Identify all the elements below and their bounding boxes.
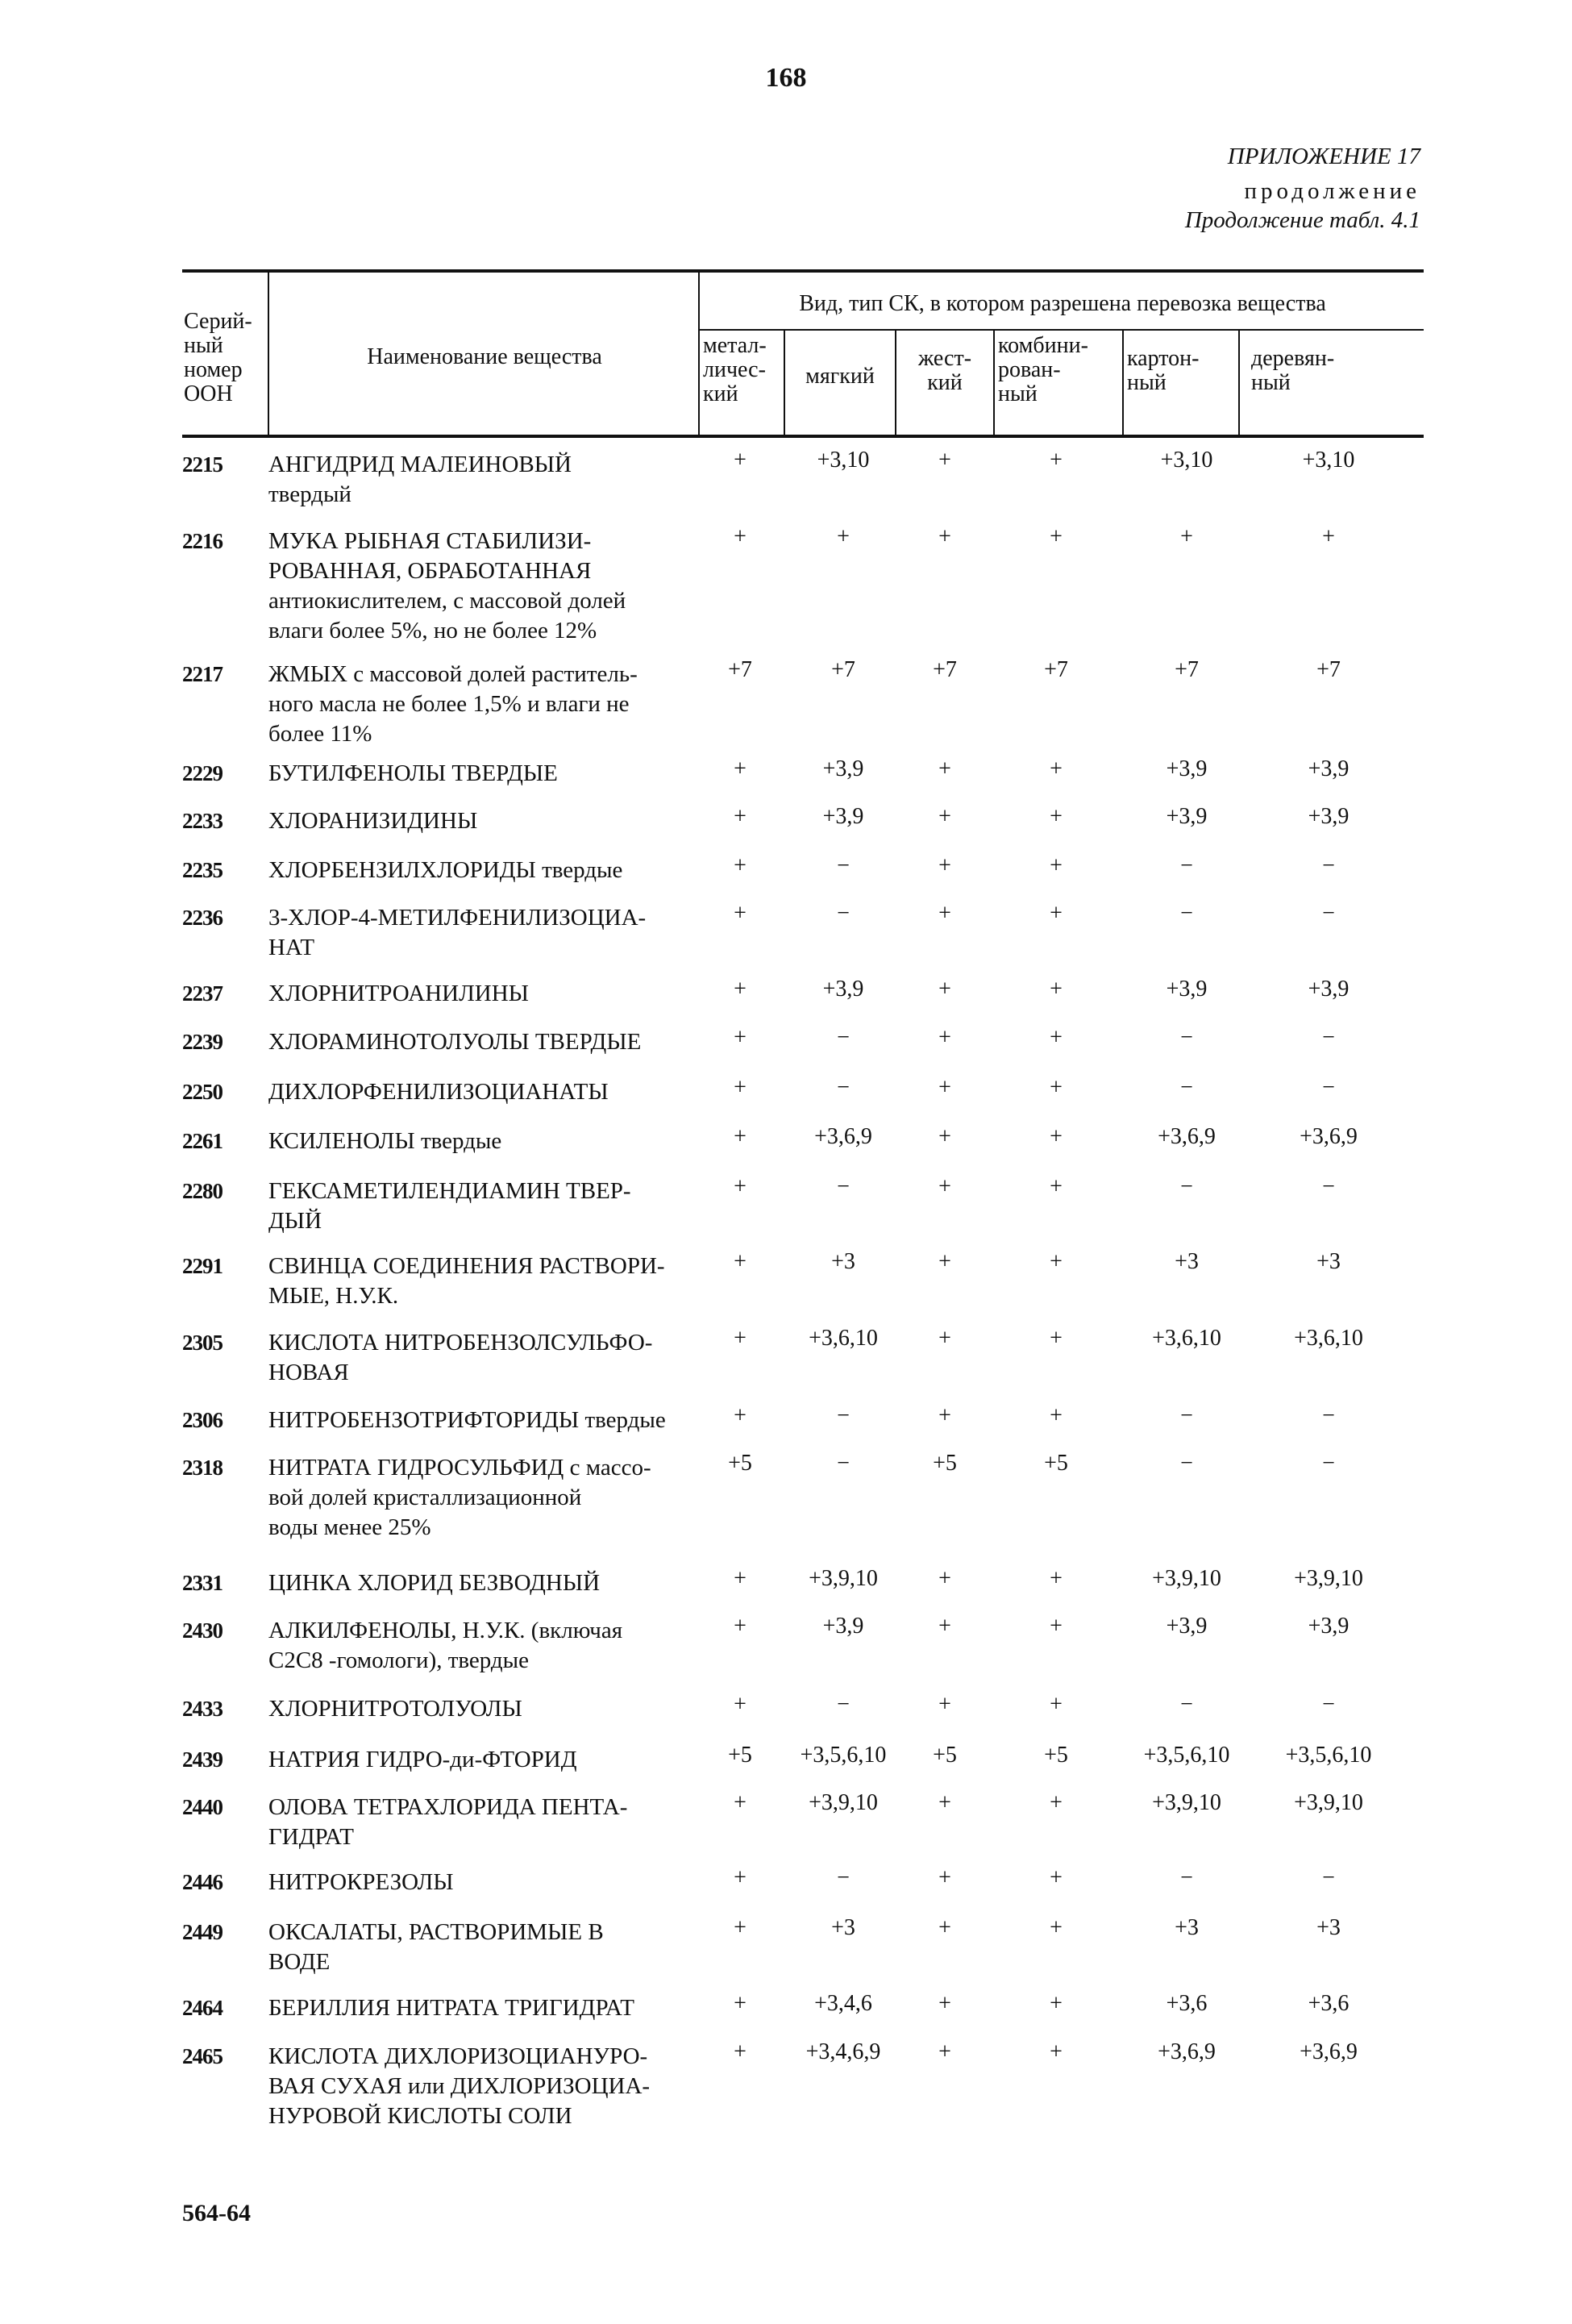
permission-cell: +: [1050, 1790, 1063, 1815]
un-number-cell: 2446: [182, 1870, 222, 1894]
permission-cell: +3,9: [822, 804, 864, 829]
substance-name-cell: НИТРАТА ГИДРОСУЛЬФИД с массо- вой долей кристаллизационной воды менее 25%: [268, 1455, 651, 1540]
un-number-cell: 2215: [182, 452, 222, 477]
col-header-cardboard: картон- ный: [1127, 346, 1200, 395]
permission-cell: −: [837, 853, 850, 878]
table-top-rule: [182, 269, 1424, 273]
permission-cell: +: [1050, 1865, 1063, 1890]
permission-cell: +: [734, 1566, 746, 1591]
permission-cell: +: [938, 1249, 951, 1274]
substance-name-cell: ОЛОВА ТЕТРАХЛОРИДА ПЕНТА- ГИДРАТ: [268, 1794, 628, 1850]
header-divider-7: [1238, 329, 1240, 436]
permission-cell: +: [938, 1075, 951, 1100]
permission-cell: −: [1180, 1025, 1193, 1050]
header-divider-4: [895, 329, 896, 436]
substance-name-cell: АНГИДРИД МАЛЕИНОВЫЙ твердый: [268, 452, 572, 507]
un-number-cell: 2217: [182, 662, 222, 686]
permission-cell: +: [1050, 1614, 1063, 1639]
permission-cell: +: [938, 901, 951, 926]
header-divider-1: [268, 271, 269, 436]
substance-name-cell: СВИНЦА СОЕДИНЕНИЯ РАСТВОРИ- МЫЕ, Н.У.К.: [268, 1253, 665, 1309]
permission-cell: +3,9: [1166, 1614, 1208, 1639]
permission-cell: −: [1180, 1403, 1193, 1428]
permission-cell: +: [734, 1865, 746, 1890]
substance-name-cell: ХЛОРАНИЗИДИНЫ: [268, 808, 478, 834]
permission-cell: −: [1322, 1865, 1335, 1890]
un-number-cell: 2430: [182, 1618, 222, 1643]
un-number-cell: 2236: [182, 906, 222, 930]
permission-cell: +: [938, 1991, 951, 2016]
permission-cell: +: [734, 1915, 746, 1940]
substance-name-cell: КИСЛОТА НИТРОБЕНЗОЛСУЛЬФО- НОВАЯ: [268, 1330, 653, 1385]
permission-cell: +7: [1316, 657, 1341, 682]
un-number-cell: 2439: [182, 1747, 222, 1772]
substance-name-cell: НАТРИЯ ГИДРО-ди-ФТОРИД: [268, 1747, 577, 1772]
substance-name-cell: ДИХЛОРФЕНИЛИЗОЦИАНАТЫ: [268, 1079, 609, 1105]
permission-cell: +: [734, 1991, 746, 2016]
permission-cell: −: [837, 1025, 850, 1050]
permission-cell: −: [1180, 853, 1193, 878]
permission-cell: −: [837, 1451, 850, 1476]
un-number-cell: 2233: [182, 809, 222, 833]
permission-cell: +5: [1044, 1743, 1068, 1768]
permission-cell: +: [938, 1025, 951, 1050]
permission-cell: +3,9: [822, 756, 864, 781]
permission-cell: +3,6,10: [809, 1326, 878, 1351]
un-number-cell: 2261: [182, 1129, 222, 1153]
permission-cell: +: [837, 524, 850, 549]
permission-cell: +3: [831, 1249, 855, 1274]
permission-cell: +3,9: [1308, 977, 1350, 1002]
permission-cell: −: [1322, 853, 1335, 878]
permission-cell: +: [734, 901, 746, 926]
permission-cell: −: [1322, 1075, 1335, 1100]
permission-cell: +: [1050, 1991, 1063, 2016]
permission-cell: +: [1050, 448, 1063, 473]
permission-cell: +3,6: [1308, 1991, 1350, 2016]
permission-cell: +7: [1044, 657, 1068, 682]
substance-name-cell: КСИЛЕНОЛЫ твердые: [268, 1128, 502, 1154]
un-number-cell: 2237: [182, 981, 222, 1006]
permission-cell: +: [734, 1692, 746, 1717]
permission-cell: −: [837, 1865, 850, 1890]
substance-name-cell: ЦИНКА ХЛОРИД БЕЗВОДНЫЙ: [268, 1570, 601, 1596]
substance-name-cell: БУТИЛФЕНОЛЫ ТВЕРДЫЕ: [268, 760, 558, 786]
permission-cell: +: [938, 1403, 951, 1428]
permission-cell: +3,6,9: [1158, 2039, 1216, 2064]
permission-cell: +: [734, 804, 746, 829]
permission-cell: +3,9: [1166, 977, 1208, 1002]
permission-cell: −: [837, 1075, 850, 1100]
permission-cell: +3: [1175, 1915, 1199, 1940]
permission-cell: +3,9: [1308, 1614, 1350, 1639]
table-continuation-label: Продолжение табл. 4.1: [1184, 207, 1420, 233]
permission-cell: +: [938, 853, 951, 878]
permission-cell: +: [734, 1174, 746, 1199]
permission-cell: +: [1050, 1025, 1063, 1050]
permission-cell: +3,5,6,10: [800, 1743, 887, 1768]
permission-cell: +: [938, 1174, 951, 1199]
permission-cell: +: [938, 1124, 951, 1149]
permission-cell: −: [837, 1403, 850, 1428]
permission-cell: +: [1050, 977, 1063, 1002]
substance-name-cell: ХЛОРАМИНОТОЛУОЛЫ ТВЕРДЫЕ: [268, 1029, 642, 1055]
un-number-cell: 2331: [182, 1571, 222, 1595]
permission-cell: +7: [831, 657, 855, 682]
permission-cell: +3,9: [1166, 804, 1208, 829]
permission-cell: +: [734, 977, 746, 1002]
permission-cell: +3,10: [817, 448, 870, 473]
footer-code: 564-64: [182, 2200, 251, 2226]
permission-cell: +: [1050, 1566, 1063, 1591]
permission-cell: +: [938, 2039, 951, 2064]
permission-cell: +3,5,6,10: [1285, 1743, 1372, 1768]
permission-cell: +: [1050, 1075, 1063, 1100]
permission-cell: −: [1322, 1403, 1335, 1428]
col-header-metal: метал- личес- кий: [703, 333, 767, 406]
permission-cell: +: [938, 804, 951, 829]
permission-cell: −: [1180, 1865, 1193, 1890]
appendix-title: ПРИЛОЖЕНИЕ 17: [1227, 144, 1420, 169]
header-divider-3: [784, 329, 785, 436]
permission-cell: +: [938, 756, 951, 781]
permission-cell: +: [734, 756, 746, 781]
permission-cell: +: [1050, 901, 1063, 926]
un-number-cell: 2305: [182, 1331, 222, 1355]
permission-cell: +: [938, 448, 951, 473]
col-header-wooden: деревян- ный: [1251, 346, 1335, 395]
substance-name-cell: МУКА РЫБНАЯ СТАБИЛИЗИ- РОВАННАЯ, ОБРАБОТАННАЯ антиокислителем, с массовой долей влаги более 5%, но не более 12%: [268, 528, 626, 643]
permission-cell: +: [734, 1025, 746, 1050]
permission-cell: +3,9,10: [1152, 1790, 1221, 1815]
col-header-name: Наименование вещества: [367, 344, 602, 369]
header-divider-2: [698, 271, 700, 436]
un-number-cell: 2291: [182, 1254, 222, 1278]
permission-cell: −: [1180, 1174, 1193, 1199]
un-number-cell: 2318: [182, 1456, 222, 1480]
permission-cell: +: [1050, 853, 1063, 878]
permission-cell: −: [1322, 1025, 1335, 1050]
permission-cell: +3,6: [1166, 1991, 1208, 2016]
substance-name-cell: КИСЛОТА ДИХЛОРИЗОЦИАНУРО- ВАЯ СУХАЯ или ДИХЛОРИЗОЦИА- НУРОВОЙ КИСЛОТЫ СОЛИ: [268, 2043, 651, 2129]
permission-cell: +7: [933, 657, 957, 682]
permission-cell: +: [938, 1566, 951, 1591]
permission-cell: +: [734, 448, 746, 473]
permission-cell: +: [938, 977, 951, 1002]
permission-cell: +: [734, 1075, 746, 1100]
permission-cell: +: [1050, 1124, 1063, 1149]
permission-cell: +3,9,10: [809, 1790, 878, 1815]
permission-cell: +3: [1175, 1249, 1199, 1274]
permission-cell: −: [1322, 1451, 1335, 1476]
substance-name-cell: ЖМЫХ с массовой долей раститель- ного масла не более 1,5% и влаги не более 11%: [268, 661, 638, 747]
permission-cell: +: [938, 1326, 951, 1351]
un-number-cell: 2449: [182, 1920, 222, 1944]
substance-name-cell: БЕРИЛЛИЯ НИТРАТА ТРИГИДРАТ: [268, 1995, 634, 2021]
un-number-cell: 2280: [182, 1179, 222, 1203]
permission-cell: +3,10: [1160, 448, 1213, 473]
substance-name-cell: АЛКИЛФЕНОЛЫ, Н.У.К. (включая C2C8 -гомологи), твердые: [268, 1618, 623, 1673]
substance-name-cell: ХЛОРНИТРОАНИЛИНЫ: [268, 981, 529, 1006]
permission-cell: +7: [728, 657, 752, 682]
permission-cell: +3,6,9: [1158, 1124, 1216, 1149]
permission-cell: +: [938, 1915, 951, 1940]
permission-cell: +3,9: [822, 977, 864, 1002]
permission-cell: −: [1180, 1075, 1193, 1100]
permission-cell: −: [1322, 1174, 1335, 1199]
header-bottom-rule: [182, 435, 1424, 438]
permission-cell: +: [1050, 1249, 1063, 1274]
permission-cell: +3,9,10: [809, 1566, 878, 1591]
permission-cell: +: [1050, 1326, 1063, 1351]
permission-cell: +: [938, 1692, 951, 1717]
permission-cell: +: [938, 1790, 951, 1815]
permission-cell: +: [1050, 1403, 1063, 1428]
permission-cell: +3: [1316, 1915, 1341, 1940]
permission-cell: +3,6,9: [814, 1124, 872, 1149]
permission-cell: +3,9: [1308, 756, 1350, 781]
permission-cell: +3,6,10: [1294, 1326, 1363, 1351]
permission-cell: −: [1180, 1692, 1193, 1717]
un-number-cell: 2229: [182, 761, 222, 785]
un-number-cell: 2465: [182, 2044, 222, 2068]
permission-cell: +3,6,9: [1300, 1124, 1358, 1149]
permission-cell: −: [837, 1174, 850, 1199]
substance-name-cell: НИТРОКРЕЗОЛЫ: [268, 1869, 454, 1895]
permission-cell: −: [837, 901, 850, 926]
substance-name-cell: ГЕКСАМЕТИЛЕНДИАМИН ТВЕР- ДЫЙ: [268, 1178, 631, 1234]
permission-cell: +: [734, 853, 746, 878]
permission-cell: +: [734, 1403, 746, 1428]
permission-cell: +: [734, 1249, 746, 1274]
permission-cell: +3,9,10: [1294, 1566, 1363, 1591]
substance-name-cell: ОКСАЛАТЫ, РАСТВОРИМЫЕ В ВОДЕ: [268, 1919, 604, 1975]
un-number-cell: 2306: [182, 1408, 222, 1432]
permission-cell: +5: [728, 1451, 752, 1476]
permission-cell: +3,4,6,9: [805, 2039, 881, 2064]
page-number: 168: [765, 63, 807, 93]
permission-cell: +: [1050, 1915, 1063, 1940]
permission-cell: −: [1322, 1692, 1335, 1717]
permission-cell: +: [734, 2039, 746, 2064]
permission-cell: +: [938, 1614, 951, 1639]
un-number-cell: 2216: [182, 529, 222, 553]
permission-cell: +3: [831, 1915, 855, 1940]
un-number-cell: 2235: [182, 858, 222, 882]
un-number-cell: 2440: [182, 1795, 222, 1819]
permission-cell: +3,9: [1308, 804, 1350, 829]
permission-cell: −: [1322, 901, 1335, 926]
permission-cell: +3,9: [1166, 756, 1208, 781]
permission-cell: +: [734, 1614, 746, 1639]
un-number-cell: 2250: [182, 1080, 222, 1104]
permission-cell: +: [734, 524, 746, 549]
col-header-soft: мягкий: [805, 364, 875, 389]
permission-cell: +: [1050, 1692, 1063, 1717]
un-number-cell: 2433: [182, 1697, 222, 1721]
un-number-cell: 2464: [182, 1996, 222, 2020]
permission-cell: +3,9,10: [1152, 1566, 1221, 1591]
col-header-combined: комбини- рован- ный: [998, 333, 1088, 406]
permission-cell: −: [837, 1692, 850, 1717]
permission-cell: +3,9,10: [1294, 1790, 1363, 1815]
permission-cell: +: [734, 1326, 746, 1351]
permission-cell: +3,6,9: [1300, 2039, 1358, 2064]
permission-cell: +5: [1044, 1451, 1068, 1476]
substance-name-cell: ХЛОРНИТРОТОЛУОЛЫ: [268, 1696, 522, 1722]
col-header-rigid: жест- кий: [917, 346, 972, 395]
permission-cell: +: [734, 1790, 746, 1815]
permission-cell: +: [1050, 804, 1063, 829]
permission-cell: +3: [1316, 1249, 1341, 1274]
permission-cell: +3,5,6,10: [1143, 1743, 1230, 1768]
header-divider-6: [1122, 329, 1124, 436]
continuation-label: продолжение: [1244, 178, 1420, 204]
permission-cell: +7: [1175, 657, 1199, 682]
permission-cell: +: [1050, 2039, 1063, 2064]
permission-cell: +: [1050, 756, 1063, 781]
permission-cell: +3,4,6: [814, 1991, 872, 2016]
permission-cell: +3,6,10: [1152, 1326, 1221, 1351]
substance-name-cell: 3-ХЛОР-4-МЕТИЛФЕНИЛИЗОЦИА- НАТ: [268, 905, 647, 960]
permission-cell: +: [1050, 524, 1063, 549]
substance-name-cell: НИТРОБЕНЗОТРИФТОРИДЫ твердые: [268, 1407, 666, 1433]
permission-cell: +3,9: [822, 1614, 864, 1639]
permission-cell: +: [1050, 1174, 1063, 1199]
permission-cell: +: [1180, 524, 1193, 549]
un-number-cell: 2239: [182, 1030, 222, 1054]
permission-cell: +5: [728, 1743, 752, 1768]
permission-cell: +3,10: [1302, 448, 1355, 473]
permission-cell: +: [938, 1865, 951, 1890]
substance-name-cell: ХЛОРБЕНЗИЛХЛОРИДЫ твердые: [268, 857, 623, 883]
col-header-container-group: Вид, тип СК, в котором разрешена перевозка вещества: [799, 291, 1326, 316]
permission-cell: −: [1180, 901, 1193, 926]
permission-cell: +5: [933, 1451, 957, 1476]
permission-cell: +5: [933, 1743, 957, 1768]
permission-cell: +: [1322, 524, 1335, 549]
permission-cell: −: [1180, 1451, 1193, 1476]
permission-cell: +: [734, 1124, 746, 1149]
permission-cell: +: [938, 524, 951, 549]
col-header-un-number: Серий- ный номер ООН: [184, 309, 252, 406]
group-rule: [698, 329, 1424, 331]
header-divider-5: [993, 329, 995, 436]
